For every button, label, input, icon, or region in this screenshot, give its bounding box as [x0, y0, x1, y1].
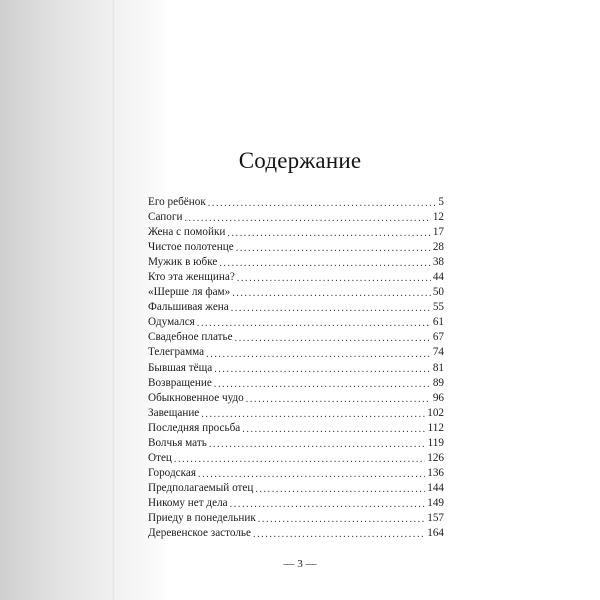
toc-entry-page: 74	[432, 346, 444, 359]
toc-entry-page: 102	[427, 406, 444, 419]
toc-leader-dots	[237, 271, 431, 285]
toc-entry-page: 89	[432, 376, 444, 389]
toc-entry	[148, 526, 444, 541]
toc-entry	[148, 315, 444, 330]
toc-entry	[148, 436, 444, 451]
toc-entry	[148, 255, 444, 270]
toc-leader-dots	[236, 241, 431, 255]
toc-leader-dots	[208, 196, 437, 210]
toc-entry-title: Телеграмма	[148, 346, 205, 359]
toc-entry-title: Фальшивая жена	[148, 301, 229, 314]
toc-entry-title: Сапоги	[148, 211, 183, 224]
toc-entry	[148, 406, 444, 421]
toc-entry-page: 164	[427, 527, 444, 540]
toc-entry	[148, 195, 444, 210]
toc-entry	[148, 511, 444, 526]
toc-leader-dots	[230, 497, 426, 511]
toc-entry-page: 81	[432, 361, 444, 374]
toc-entry-title: Волчья мать	[148, 436, 207, 449]
toc-entry-page: 144	[427, 481, 444, 494]
toc-leader-dots	[209, 437, 426, 451]
toc-entry	[148, 225, 444, 240]
toc-leader-dots	[201, 407, 425, 421]
toc-entry	[148, 391, 444, 406]
toc-entry	[148, 270, 444, 285]
toc-entry-title: Городская	[148, 466, 196, 479]
toc-entry-page: 44	[432, 271, 444, 284]
toc-entry-title: Никому нет дела	[148, 496, 228, 509]
toc-entry-title: Предполагаемый отец	[148, 481, 254, 494]
toc-entry	[148, 300, 444, 315]
toc-entry-page: 136	[427, 466, 444, 479]
toc-entry-page: 67	[432, 331, 444, 344]
toc-entry-page: 126	[427, 451, 444, 464]
toc-entry-page: 55	[432, 301, 444, 314]
toc-entry-page: 112	[427, 421, 444, 434]
toc-entry-page: 50	[432, 286, 444, 299]
toc-entry-page: 5	[438, 196, 444, 208]
toc-entry	[148, 361, 444, 376]
toc-entry-title: Чистое полотенце	[148, 241, 234, 254]
toc-entry-page: 28	[432, 241, 444, 254]
toc-entry-title: Приеду в понедельник	[148, 511, 256, 524]
toc-entry-page: 61	[432, 316, 444, 329]
toc-entry	[148, 481, 444, 496]
toc-entry-title: Жена с помойки	[148, 226, 226, 239]
toc-leader-dots	[184, 211, 430, 225]
table-of-contents	[148, 195, 444, 541]
toc-entry-title: Обыкновенное чудо	[148, 391, 244, 404]
toc-entry	[148, 330, 444, 345]
toc-leader-dots	[198, 467, 425, 481]
toc-leader-dots	[231, 301, 431, 315]
toc-entry-title: Последняя просьба	[148, 421, 241, 434]
toc-leader-dots	[206, 347, 431, 361]
toc-entry-page: 96	[432, 391, 444, 404]
toc-leader-dots	[253, 527, 425, 541]
toc-entry-title: Бывшая тёща	[148, 361, 213, 374]
toc-entry-page: 12	[432, 211, 444, 224]
toc-entry	[148, 376, 444, 391]
toc-entry-page: 38	[432, 256, 444, 269]
toc-entry-page: 157	[427, 511, 444, 524]
toc-entry	[148, 345, 444, 360]
toc-entry-title: Его ребёнок	[148, 196, 206, 208]
toc-entry	[148, 496, 444, 511]
toc-entry	[148, 285, 444, 300]
toc-entry	[148, 451, 444, 466]
toc-leader-dots	[235, 331, 431, 345]
toc-entry-page: 149	[427, 496, 444, 509]
toc-leader-dots	[219, 256, 430, 270]
toc-entry-title: Одумался	[148, 316, 195, 329]
toc-entry	[148, 210, 444, 225]
toc-entry-title: Возвращение	[148, 376, 212, 389]
toc-entry-title: Мужик в юбке	[148, 256, 218, 269]
toc-leader-dots	[214, 362, 431, 376]
toc-entry-title: Свадебное платье	[148, 331, 233, 344]
toc-entry	[148, 421, 444, 436]
toc-leader-dots	[214, 377, 431, 391]
toc-entry-title: Отец	[148, 451, 172, 464]
page-title: Содержание	[238, 148, 362, 173]
toc-leader-dots	[197, 316, 431, 330]
toc-entry	[148, 240, 444, 255]
toc-leader-dots	[255, 482, 425, 496]
toc-entry-title: Деревенское застолье	[148, 527, 251, 540]
toc-entry-title: «Шерше ля фам»	[148, 286, 231, 299]
toc-leader-dots	[227, 226, 430, 240]
page-number: — 3 —	[283, 558, 317, 570]
toc-entry-page: 17	[432, 226, 444, 239]
toc-entry-title: Завещание	[148, 406, 200, 419]
toc-leader-dots	[246, 392, 431, 406]
toc-entry	[148, 466, 444, 481]
toc-leader-dots	[232, 286, 431, 300]
toc-leader-dots	[242, 422, 425, 436]
toc-entry-title: Кто эта женщина?	[148, 271, 235, 284]
toc-entry-page: 119	[427, 436, 444, 449]
toc-leader-dots	[174, 452, 425, 466]
toc-leader-dots	[258, 512, 425, 526]
